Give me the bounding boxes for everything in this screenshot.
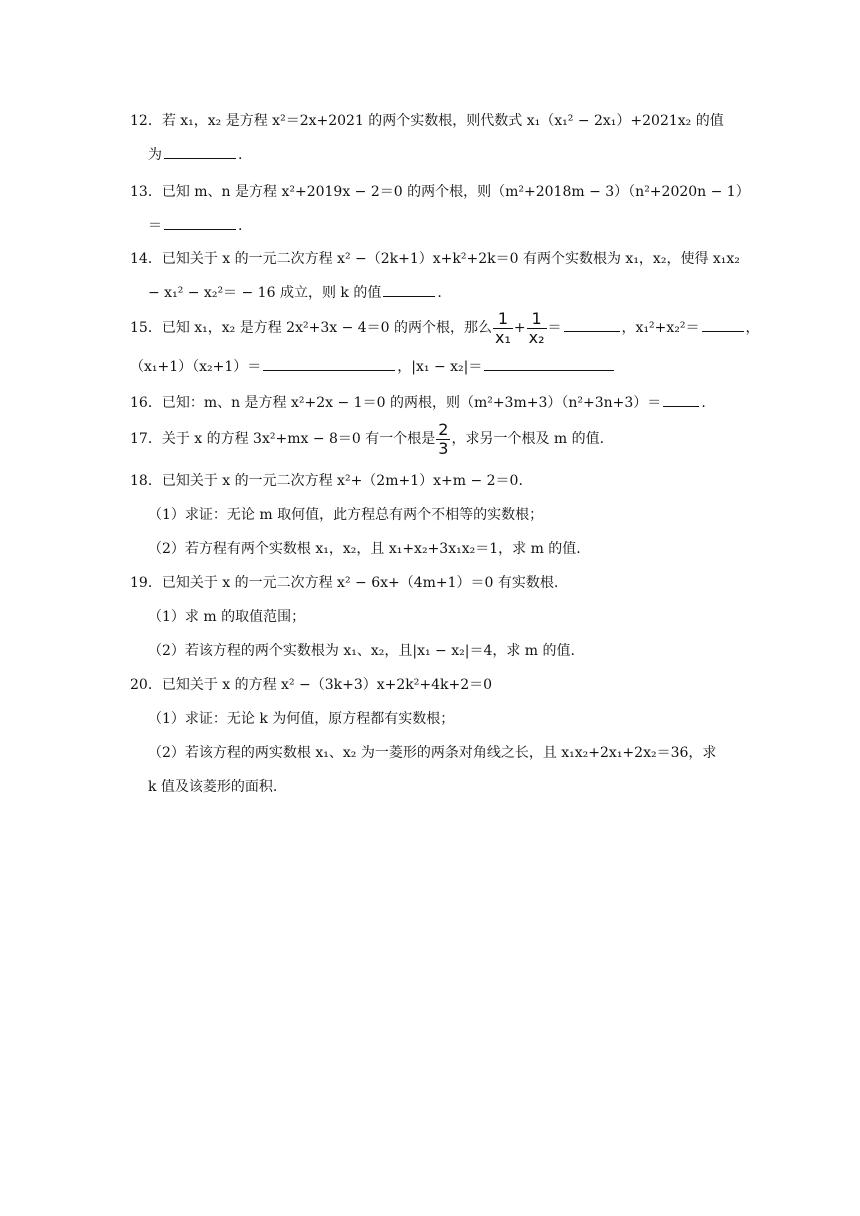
- question-20: [130, 668, 735, 804]
- q15-equals: ＝: [547, 320, 562, 336]
- q15-line1: [130, 308, 760, 348]
- q15-frac1-numerator: 1: [493, 310, 513, 329]
- q19-part-2: （2）若该方程的两个实数根为 x₁、x₂，且|x₁ − x₂|＝4，求 m 的值.: [148, 643, 575, 659]
- question-19: [130, 566, 735, 668]
- q20-stem: 20．已知关于 x 的方程 x² −（3k+3）x+2k²+4k+2＝0: [130, 677, 493, 693]
- question-14: [130, 242, 740, 310]
- q16-answer-blank[interactable]: [663, 390, 699, 407]
- q18-part-1: （1）求证：无论 m 取何值，此方程总有两个不相等的实数根；: [148, 507, 544, 523]
- q13-line1: 13．已知 m、n 是方程 x²+2019x − 2＝0 的两个根，则（m²+2018m − 3）（n²+2020n − 1）: [130, 184, 750, 200]
- q15-mid: ，x₁²+x₂²＝: [621, 320, 700, 336]
- q12-line1: 12．若 x₁，x₂ 是方程 x²＝2x+2021 的两个实数根，则代数式 x₁（x₁² − 2x₁）+2021x₂ 的值: [130, 113, 724, 129]
- q15-line2: [130, 350, 735, 384]
- q12-line2: [130, 138, 735, 172]
- q15-line2b: ，|x₁ − x₂|＝: [397, 359, 483, 375]
- q14-line2-text: − x₁² − x₂²＝ − 16 成立，则 k 的值: [148, 285, 382, 301]
- q17-frac-denominator: 3: [438, 438, 449, 458]
- q15-answer-blank-3[interactable]: [263, 354, 395, 371]
- q14-line1: 14．已知关于 x 的一元二次方程 x² −（2k+1）x+k²+2k＝0 有两个实数根为 x₁，x₂，使得 x₁x₂: [130, 251, 740, 267]
- q13-period: .: [238, 218, 243, 234]
- question-17: [130, 418, 735, 460]
- q15-frac2-numerator: 1: [527, 310, 547, 329]
- q15-line2a: （x₁+1）（x₂+1）＝: [130, 359, 262, 375]
- q17-frac-numerator: 2: [438, 419, 449, 439]
- q17-suffix: ，求另一个根及 m 的值.: [451, 431, 605, 447]
- q15-answer-blank-1[interactable]: [564, 315, 620, 332]
- q15-end: ，: [745, 320, 760, 336]
- q15-frac1-denominator: x₁: [495, 327, 511, 347]
- q13-answer-blank[interactable]: [164, 213, 236, 230]
- q14-answer-blank[interactable]: [383, 280, 435, 297]
- q17-fraction: [436, 421, 450, 458]
- q12-period: .: [238, 147, 243, 163]
- q12-line2-text: 为: [148, 147, 162, 163]
- q14-period: .: [437, 285, 442, 301]
- question-16: [130, 386, 735, 420]
- q15-answer-blank-4[interactable]: [484, 354, 614, 371]
- q15-fraction-1: [493, 310, 513, 347]
- q12-answer-blank[interactable]: [164, 142, 236, 159]
- q20-part-2a: （2）若该方程的两实数根 x₁、x₂ 为一菱形的两条对角线之长，且 x₁x₂+2x₁+2x₂＝36，求: [148, 745, 717, 761]
- question-12: [130, 104, 735, 172]
- q15-plus: +: [513, 320, 526, 336]
- q18-stem: 18．已知关于 x 的一元二次方程 x²+（2m+1）x+m − 2＝0.: [130, 473, 523, 489]
- q15-frac2-denominator: x₂: [528, 327, 545, 347]
- q15-answer-blank-2[interactable]: [702, 315, 744, 332]
- q15-fraction-2: [527, 310, 547, 347]
- q13-line2: [130, 209, 735, 243]
- q19-stem: 19．已知关于 x 的一元二次方程 x² − 6x+（4m+1）＝0 有实数根.: [130, 575, 559, 591]
- q15-prefix: 15．已知 x₁，x₂ 是方程 2x²+3x − 4＝0 的两个根，那么: [130, 320, 493, 336]
- question-15: [130, 308, 760, 384]
- q13-line2-text: ＝: [148, 218, 162, 234]
- question-18: [130, 464, 735, 566]
- q18-part-2: （2）若方程有两个实数根 x₁，x₂，且 x₁+x₂+3x₁x₂＝1，求 m 的值.: [148, 541, 581, 557]
- q20-part-1: （1）求证：无论 k 为何值，原方程都有实数根；: [148, 711, 455, 727]
- q16-text: 16．已知：m、n 是方程 x²+2x − 1＝0 的两根，则（m²+3m+3）（n²+3n+3）＝: [130, 395, 662, 411]
- q20-part-2b: k 值及该菱形的面积.: [148, 779, 278, 795]
- q17-prefix: 17．关于 x 的方程 3x²+mx − 8＝0 有一个根是: [130, 431, 436, 447]
- q16-period: .: [701, 395, 706, 411]
- q19-part-1: （1）求 m 的取值范围；: [148, 609, 306, 625]
- question-13: [130, 175, 750, 243]
- q14-line2: [130, 276, 735, 310]
